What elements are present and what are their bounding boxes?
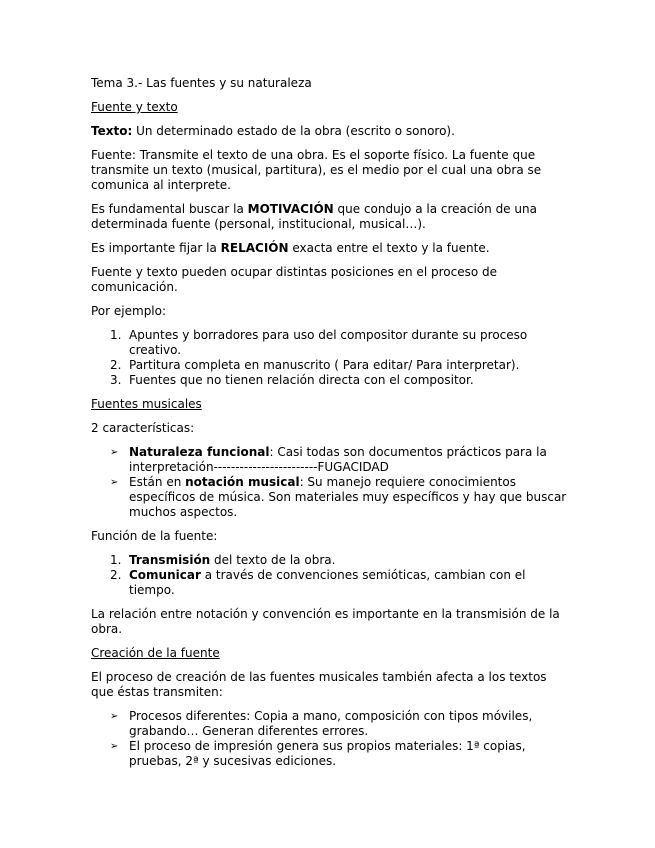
funcion-bold: Comunicar <box>129 568 201 582</box>
procesos-list <box>91 709 571 769</box>
heading-fuentes-musicales: Fuentes musicales <box>91 397 202 411</box>
carac-1-bold: Naturaleza funcional <box>129 445 270 459</box>
texto-definition <box>91 124 571 139</box>
relacion-post: exacta entre el texto y la fuente. <box>288 241 490 255</box>
posiciones-paragraph: Fuente y texto pueden ocupar distintas posiciones en el proceso de comunicación. <box>91 265 497 294</box>
relacion-bold: RELACIÓN <box>220 241 289 255</box>
por-ejemplo: Por ejemplo: <box>91 304 167 318</box>
carac-1-text: : Casi todas son documentos prácticos para la interpretación------------------------FUGACIDAD <box>129 445 547 474</box>
carac-2-pre: Están en <box>129 475 186 489</box>
funcion-label: Función de la fuente: <box>91 529 218 543</box>
relacion-notacion-paragraph: La relación entre notación y convención es importante en la transmisión de la obra. <box>91 607 560 636</box>
list-item <box>91 709 571 739</box>
document-body <box>91 76 571 778</box>
caracteristicas-list <box>91 445 571 520</box>
list-item <box>91 328 571 358</box>
caracteristicas: 2 características: <box>91 421 195 435</box>
list-item-text: Partitura completa en manuscrito ( Para editar/ Para interpretar). <box>129 358 520 372</box>
arrow-bullet-icon: ➢ <box>110 711 119 722</box>
arrow-bullet-icon: ➢ <box>110 741 119 752</box>
relacion-paragraph <box>91 241 571 256</box>
list-item <box>91 553 571 568</box>
list-item <box>91 445 571 475</box>
fuente-definition: Fuente: Transmite el texto de una obra. Es el soporte físico. La fuente que transmite un texto (musical, partitura), es el medio por el cual una obra se comunica al interprete. <box>91 148 542 192</box>
arrow-bullet-icon: ➢ <box>110 447 119 458</box>
list-item-text: Fuentes que no tienen relación directa con el compositor. <box>129 373 474 387</box>
document-title: Tema 3.- Las fuentes y su naturaleza <box>91 76 312 90</box>
motivacion-bold: MOTIVACIÓN <box>247 202 334 216</box>
texto-label: Texto: <box>91 124 133 138</box>
funcion-bold: Transmisión <box>129 553 211 567</box>
list-item-text: El proceso de impresión genera sus propios materiales: 1ª copias, pruebas, 2ª y sucesivas ediciones. <box>129 739 526 768</box>
proceso-paragraph: El proceso de creación de las fuentes musicales también afecta a los textos que éstas transmiten: <box>91 670 547 699</box>
list-item-text: Apuntes y borradores para uso del compositor durante su proceso creativo. <box>129 328 528 357</box>
motivacion-post: que condujo a la creación de una determinada fuente (personal, institucional, musical…). <box>91 202 537 231</box>
motivacion-paragraph <box>91 202 571 232</box>
carac-2-bold: notación musical <box>185 475 300 489</box>
list-item <box>91 475 571 520</box>
funciones-list <box>91 553 571 598</box>
motivacion-pre: Es fundamental buscar la <box>91 202 248 216</box>
list-item-text: Procesos diferentes: Copia a mano, composición con tipos móviles, grabando… Generan diferentes errores. <box>129 709 533 738</box>
list-item <box>91 739 571 769</box>
relacion-pre: Es importante fijar la <box>91 241 221 255</box>
heading-fuente-y-texto: Fuente y texto <box>91 100 178 114</box>
arrow-bullet-icon: ➢ <box>110 477 119 488</box>
heading-creacion: Creación de la fuente <box>91 646 220 660</box>
funcion-text: del texto de la obra. <box>210 553 336 567</box>
carac-2-text: : Su manejo requiere conocimientos específicos de música. Son materiales muy específicos y hay que buscar muchos aspectos. <box>129 475 567 519</box>
ejemplos-list <box>91 328 571 388</box>
list-number: 2. <box>110 568 122 582</box>
list-item <box>91 373 571 388</box>
list-item <box>91 568 571 598</box>
texto-def: Un determinado estado de la obra (escrito o sonoro). <box>132 124 455 138</box>
list-number: 1. <box>110 553 122 567</box>
list-number: 1. <box>110 328 122 342</box>
list-number: 2. <box>110 358 122 372</box>
list-number: 3. <box>110 373 122 387</box>
list-item <box>91 358 571 373</box>
funcion-text: a través de convenciones semióticas, cambian con el tiempo. <box>129 568 526 597</box>
